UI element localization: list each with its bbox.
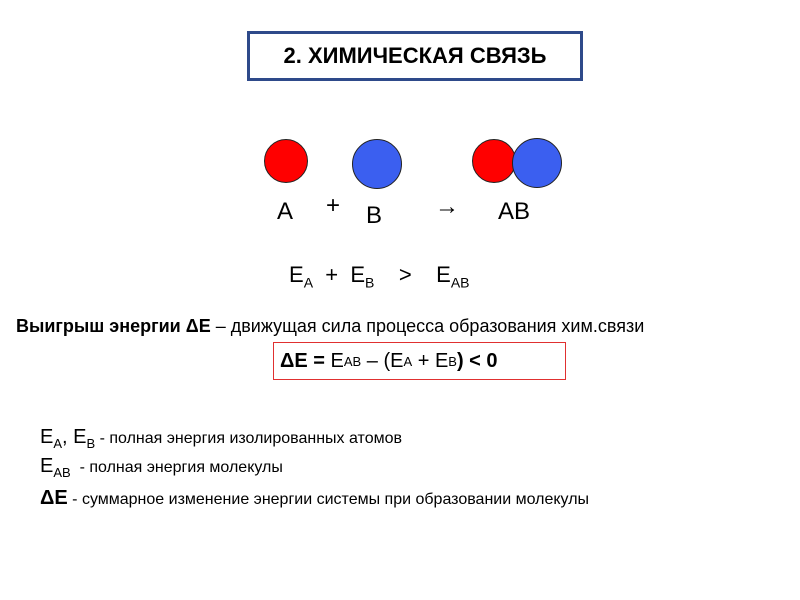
energy-symbol: E <box>289 262 304 287</box>
energy-symbol: E <box>434 349 449 372</box>
plus-sign: + <box>417 349 430 372</box>
energy-symbol: $E_{AB}$ <box>40 455 71 480</box>
molecule-atom-b-circle <box>512 138 562 188</box>
subscript-ab: AB <box>343 353 362 369</box>
close-paren-less-than: ) < 0 <box>456 349 498 372</box>
delta-e: ΔE <box>280 349 308 372</box>
subscript-b: B <box>365 274 375 291</box>
energy-symbol: E <box>330 349 344 372</box>
definition-atoms <box>40 426 402 451</box>
definition-text: - полная энергия изолированных атомов <box>95 430 402 447</box>
subscript-a: A <box>303 274 314 291</box>
minus-open-paren: – ( <box>366 349 391 372</box>
label-a: A <box>277 198 294 225</box>
delta-e: ΔE <box>40 487 68 509</box>
label-b: B <box>366 202 383 229</box>
plus-sign: + <box>325 262 339 287</box>
driving-force-rest: – движущая сила процесса образования хим.связи <box>210 316 645 336</box>
energy-symbol: E <box>390 349 404 372</box>
label-plus: + <box>326 192 341 219</box>
greater-than-sign: > <box>398 262 412 287</box>
molecule-atom-a-circle <box>472 139 516 183</box>
atom-b-circle <box>352 139 402 189</box>
equals-sign: = <box>313 349 325 372</box>
definition-delta-e <box>40 487 589 510</box>
energy-symbol: E <box>436 262 451 287</box>
energy-symbol: $E_A$, $E_B$ <box>40 426 96 451</box>
reaction-arrow: → <box>435 193 459 220</box>
energy-formula-box <box>273 342 566 380</box>
driving-force-bold: Выигрыш энергии ΔE <box>16 316 211 336</box>
subscript-b: B <box>448 353 457 369</box>
label-ab: AB <box>498 198 531 225</box>
subscript-a: A <box>403 353 413 369</box>
definition-text: - суммарное изменение энергии системы при образовании молекулы <box>67 491 590 508</box>
energy-symbol: E <box>350 262 366 287</box>
slide-title: 2. ХИМИЧЕСКАЯ СВЯЗЬ <box>247 31 583 81</box>
subscript-ab: AB <box>450 274 470 291</box>
definition-molecule <box>40 455 283 480</box>
driving-force-text <box>16 316 644 337</box>
energy-inequality <box>289 262 470 290</box>
definition-text: - полная энергия молекулы <box>70 459 283 476</box>
atom-a-circle <box>264 139 308 183</box>
